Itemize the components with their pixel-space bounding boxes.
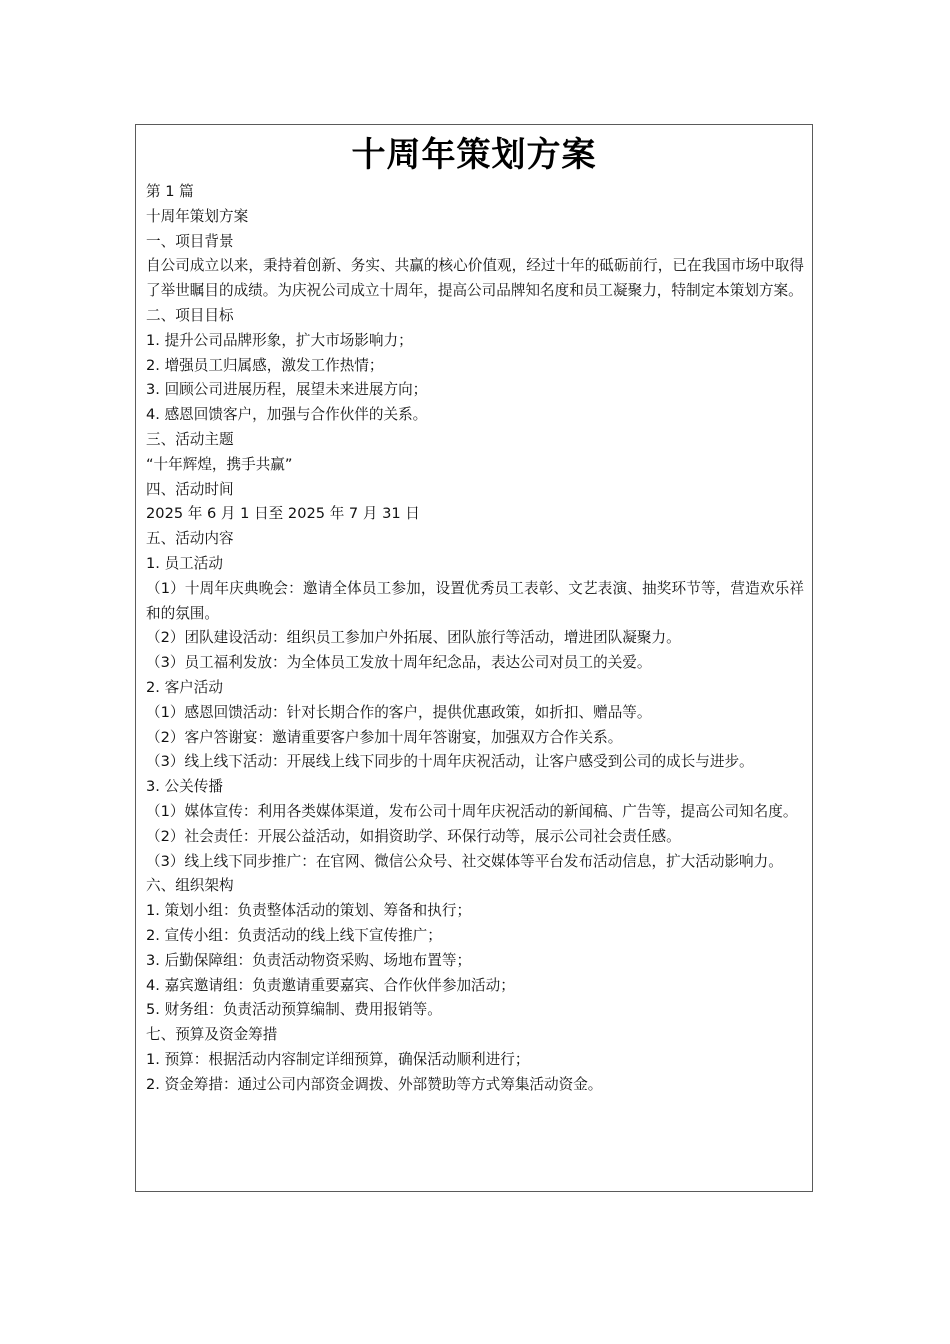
org-item: 1. 策划小组：负责整体活动的策划、筹备和执行； xyxy=(146,902,472,920)
section-heading-goals: 二、项目目标 xyxy=(146,306,234,324)
background-paragraph: 自公司成立以来，秉持着创新、务实、共赢的核心价值观，经过十年的砥砺前行，已在我国市场中取得了举世瞩目的成绩。为庆祝公司成立十周年，提高公司品牌知名度和员工凝聚力，特制定本策划方案。 xyxy=(146,257,804,300)
subsection-heading-staff: 1. 员工活动 xyxy=(146,554,223,572)
activity-item: （2）客户答谢宴：邀请重要客户参加十周年答谢宴，加强双方合作关系。 xyxy=(146,728,623,746)
activity-item: （3）线上线下同步推广：在官网、微信公众号、社交媒体等平台发布活动信息，扩大活动影响力。 xyxy=(146,852,783,870)
part-label: 第 1 篇 xyxy=(146,183,194,200)
org-item: 4. 嘉宾邀请组：负责邀请重要嘉宾、合作伙伴参加活动； xyxy=(146,976,515,994)
activity-item: （3）员工福利发放：为全体员工发放十周年纪念品，表达公司对员工的关爱。 xyxy=(146,654,652,672)
section-heading-theme: 三、活动主题 xyxy=(146,430,234,448)
goal-item: 4. 感恩回馈客户，加强与合作伙伴的关系。 xyxy=(146,406,428,424)
time-text: 2025 年 6 月 1 日至 2025 年 7 月 31 日 xyxy=(146,505,420,523)
goal-item: 1. 提升公司品牌形象，扩大市场影响力； xyxy=(146,331,413,349)
document-frame xyxy=(135,124,813,1192)
budget-item: 1. 预算：根据活动内容制定详细预算，确保活动顺利进行； xyxy=(146,1050,530,1068)
document-title: 十周年策划方案 xyxy=(351,135,597,175)
activity-item: （2）社会责任：开展公益活动，如捐资助学、环保行动等，展示公司社会责任感。 xyxy=(146,827,681,845)
subsection-heading-customer: 2. 客户活动 xyxy=(146,678,223,696)
org-item: 3. 后勤保障组：负责活动物资采购、场地布置等； xyxy=(146,951,472,969)
section-heading-budget: 七、预算及资金筹措 xyxy=(146,1026,278,1044)
subtitle: 十周年策划方案 xyxy=(146,207,249,225)
section-heading-background: 一、项目背景 xyxy=(146,232,234,250)
budget-item: 2. 资金筹措：通过公司内部资金调拨、外部赞助等方式筹集活动资金。 xyxy=(146,1075,603,1093)
org-item: 2. 宣传小组：负责活动的线上线下宣传推广； xyxy=(146,926,442,944)
activity-item: （2）团队建设活动：组织员工参加户外拓展、团队旅行等活动，增进团队凝聚力。 xyxy=(146,629,681,647)
document-body xyxy=(136,180,812,1097)
activity-item: （1）感恩回馈活动：针对长期合作的客户，提供优惠政策，如折扣、赠品等。 xyxy=(146,703,652,721)
activity-item: （1）十周年庆典晚会：邀请全体员工参加，设置优秀员工表彰、文艺表演、抽奖环节等，营造欢乐祥和的氛围。 xyxy=(146,579,804,622)
activity-item: （1）媒体宣传：利用各类媒体渠道，发布公司十周年庆祝活动的新闻稿、广告等，提高公司知名度。 xyxy=(146,802,798,820)
theme-text: “十年辉煌，携手共赢” xyxy=(146,455,293,473)
subsection-heading-pr: 3. 公关传播 xyxy=(146,778,223,796)
section-heading-content: 五、活动内容 xyxy=(146,530,234,548)
org-item: 5. 财务组：负责活动预算编制、费用报销等。 xyxy=(146,1001,442,1019)
goal-item: 3. 回顾公司进展历程，展望未来进展方向； xyxy=(146,381,428,399)
section-heading-organization: 六、组织架构 xyxy=(146,877,234,895)
section-heading-time: 四、活动时间 xyxy=(146,480,234,498)
activity-item: （3）线上线下活动：开展线上线下同步的十周年庆祝活动，让客户感受到公司的成长与进步。 xyxy=(146,753,754,771)
goal-item: 2. 增强员工归属感，激发工作热情； xyxy=(146,356,384,374)
